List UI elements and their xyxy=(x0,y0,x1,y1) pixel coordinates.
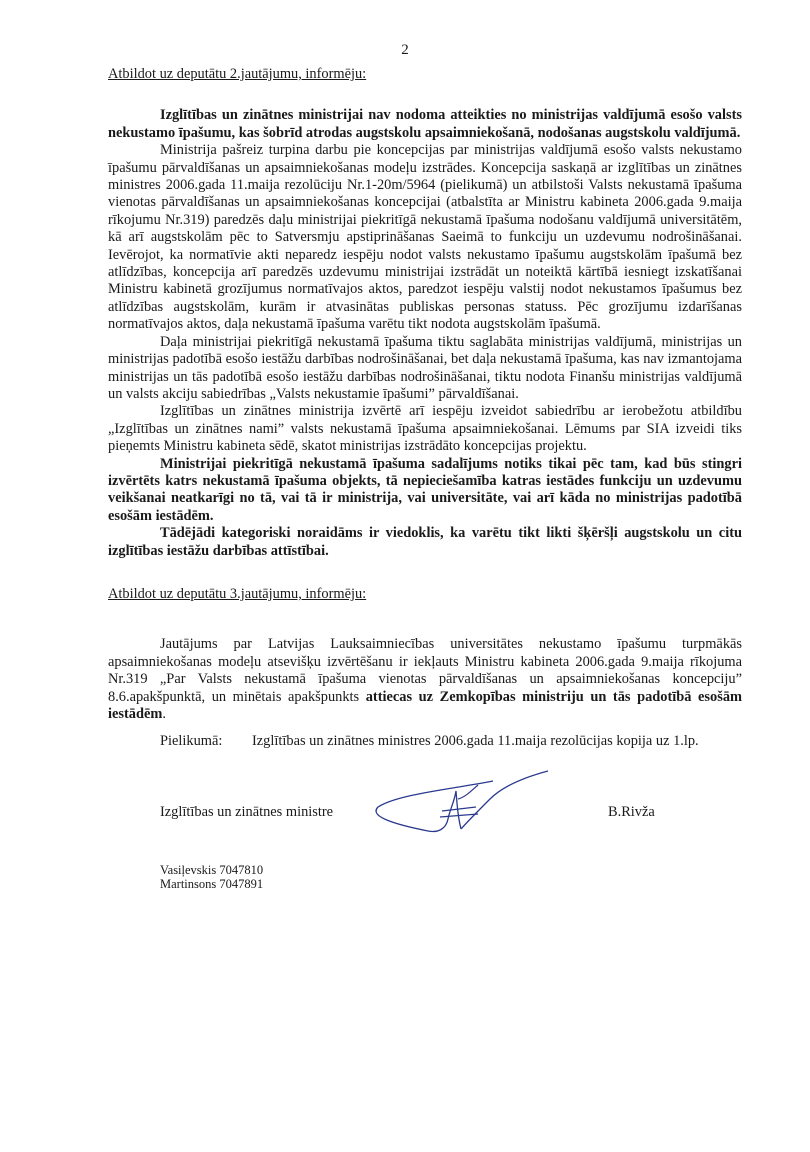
handwritten-signature xyxy=(358,759,578,849)
section-2-heading: Atbildot uz deputātu 2.jautājumu, informēju: xyxy=(108,66,367,82)
paragraph-property-split: Daļa ministrijai piekritīgā nekustamā īpašuma tiktu saglabāta ministrijas valdījumā, ministrijas un ministrijas padotībā esošo iestāžu darbības nodrošināšanai, bet daļa nekustamā īpašuma, kas nav izmantojama ministrijas un tās padotībā esošo iestāžu darbības nodrošināšanai, tiktu nodota Finanšu ministrijas valdījumā un valsts akciju sabiedrības „Valsts nekustamie īpašumi” pārvaldīšanai. xyxy=(108,333,742,402)
paragraph-concept: Ministrija pašreiz turpina darbu pie koncepcijas par ministrijas valdījumā esošo valsts nekustamo īpašumu pārvaldīšanas un apsaimniekošanas modeļu izstrādes. Koncepcija saskaņā ar izglītības un zinātnes ministres 2006.gada 11.maija rezolūciju Nr.1-20m/5964 (pielikumā) un atbilstoši Valsts nekustamā īpašuma vienotas pārvaldīšanas un apsaimniekošanas koncepcijai (atbalstīta ar Ministru kabineta 2006.gada 9.maija rīkojumu Nr.319) paredzēs daļu ministrijai piekritīgā nekustamā īpašuma nodošanu valdījumā universitātēm, kā arī augstskolām pēc to Satversmju apstiprināšanas Saeimā to funkciju un uzdevumu nodrošināšanai. Ievērojot, ka normatīvie akti neparedz iespēju nodot valsts nekustamo īpašumu augstskolām īpašumā bez atlīdzības, koncepcija arī paredzēs uzdevumu ministrijai izstrādāt un noteiktā kārtībā iesniegt izskatīšanai Ministru kabinetā grozījumus normatīvajos aktos, paredzot iespēju valstij nodot nekustamos īpašumus bez atlīdzības augstskolām, kurām ir atvasinātas publiskas personas statuss. Pēc grozījumu izdarīšanas normatīvajos aktos, daļa nekustamā īpašuma varētu tikt nodota augstskolām īpašumā. xyxy=(108,142,742,333)
llu-bold-text: attiecas uz Zemkopības ministriju un tās padotībā esošām iestādēm xyxy=(108,688,742,722)
letter-body xyxy=(108,66,742,892)
page-number: 2 xyxy=(401,42,409,58)
contact-line: Martinsons 7047891 xyxy=(160,877,264,892)
attachment-label: Pielikumā: xyxy=(160,733,223,750)
contacts-block xyxy=(160,863,742,892)
lead-statement: Izglītības un zinātnes ministrijai nav nodoma atteikties no ministrijas valdījumā esošo valsts nekustamo īpašumu, kas šobrīd atrodas augstskolu apsaimniekošanā, nodošanas augstskolu valdījumā. xyxy=(108,107,742,141)
bold-statement-reject: Tādējādi kategoriski noraidāms ir viedoklis, ka varētu tikt likti šķēršļi augstskolu un citu izglītības iestāžu darbības attīstībai. xyxy=(108,525,742,559)
llu-text: Jautājums par Latvijas Lauksaimniecības universitātes nekustamo īpašumu turpmākās apsaimniekošanas modeļu atsevišķu izvērtēšanu ir iekļauts Ministru kabineta 2006.gada 9.maija rīkojuma Nr.319 „Par Valsts nekustamā īpašuma vienotas pārvaldīšanas un apsaimniekošanas koncepciju” 8.6.apakšpunktā, un minētais apakšpunkts xyxy=(108,636,742,705)
signer-title: Izglītības un zinātnes ministre xyxy=(160,803,334,820)
llu-end: . xyxy=(162,706,166,722)
attachment-note xyxy=(160,733,742,750)
contact-line: Vasiļevskis 7047810 xyxy=(160,862,264,877)
bold-statement-division: Ministrijai piekritīgā nekustamā īpašuma sadalījums notiks tikai pēc tam, kad būs stingri izvērtēts katrs nekustamā īpašuma objekts, tā nepieciešamība katras iestādes funkciju un uzdevumu veikšanai neatkarīgi no tā, vai tā ir ministrija, vai universitāte, vai arī kāda no ministrijas padotībā esošām iestādēm. xyxy=(108,455,742,524)
signer-name: B.Rivža xyxy=(608,803,655,820)
paragraph-llu xyxy=(108,636,742,723)
signature-block xyxy=(108,759,742,849)
attachment-text: Izglītības un zinātnes ministres 2006.gada 11.maija rezolūcijas kopija uz 1.lp. xyxy=(252,733,699,750)
paragraph-sia: Izglītības un zinātnes ministrija izvērtē arī iespēju izveidot sabiedrību ar ierobežotu atbildību „Izglītības un zinātnes nami” valsts nekustamā īpašuma apsaimniekošanai. Lēmums par SIA izveidi tiks pieņemts Ministru kabineta sēdē, skatot ministrijas izstrādāto koncepcijas projektu. xyxy=(108,403,742,455)
section-3-heading: Atbildot uz deputātu 3.jautājumu, informēju: xyxy=(108,585,367,602)
